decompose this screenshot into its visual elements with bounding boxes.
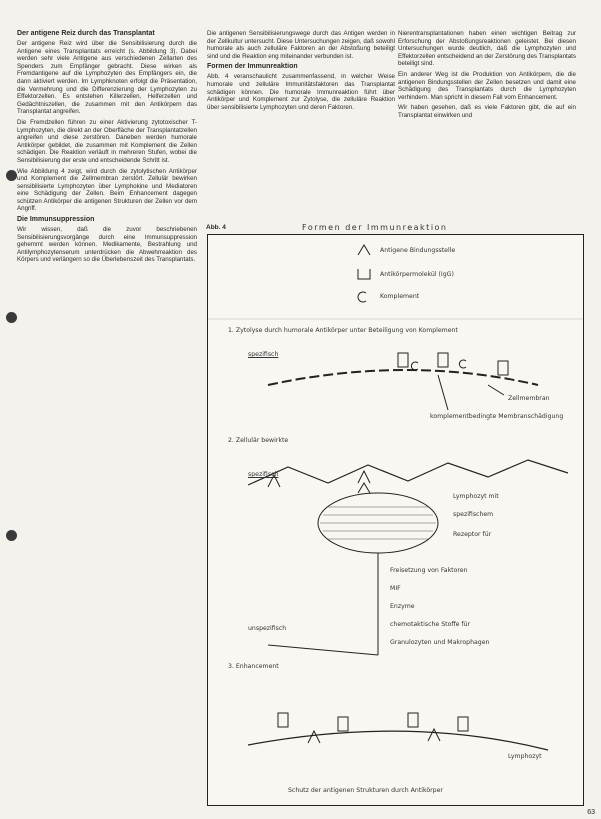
pointer-line [438,375,448,410]
section-heading: Die Immunsuppression [17,216,95,224]
legend-item: Antikörpermolekül (IgG) [380,271,454,278]
cell-membrane [248,460,568,485]
left-paragraph: Die Fremdzellen führen zu einer Aktivierung zytotoxischer T-Lymphozyten, die direkt an der Oberfläche der Transplantatzellen angreifen und diese zerstören. Daneben werden humorale Antikörper gebildet, die zusammen mit Komplement die Zellen schädigen. Die Reaktion verläuft in mehreren Stufen, wobei die Sensibilisierung der erste und entscheidende Schritt ist. [17,118,197,164]
antibody-icon [408,713,418,727]
left-paragraph: Der antigene Reiz wird über die Sensibilisierung durch die Antigene eines Transplantats erreicht (s. Abbildung 3). Dabei werden sehr viele Antigene aus verschiedenen Zellarten des Spenders zum Empfänger gebracht. Diese wirken als Fremdantigene auf die Lymphozyten des Empfängers ein, die dann aktiviert werden. Im Lymphknoten erfolgt die Präsentation, die Vermehrung und die Differenzierung der Lymphozyten zu Effektorzellen. Es entstehen Killerzellen, Helferzellen und Gedächtniszellen, die zusammen mit den Antikörpern das Transplantat angreifen. [17,40,197,116]
label-membrane: Zellmembran [508,395,550,402]
arrow-line [268,645,378,655]
figure-drawing [208,235,583,805]
antibody-icon [498,361,508,375]
section-title: 1. Zytolyse durch humorale Antikörper unter Beteiligung von Komplement [228,327,458,334]
antibody-icon [358,269,370,279]
factor-item: Granulozyten und Makrophagen [390,639,490,646]
binding-site-icon [308,731,320,743]
antibody-icon [458,717,468,731]
complement-icon [459,360,466,368]
factor-item: chemotaktische Stoffe für [390,621,471,628]
section-heading: Formen der Immunreaktion [207,63,298,71]
antibody-icon [278,713,288,727]
middle-column [207,30,395,114]
punch-hole-icon [6,312,17,323]
factor-item: MIF [390,585,401,592]
label-lymphocyte: Lymphozyt mit [453,493,499,500]
antibody-icon [338,717,348,731]
antibody-icon [438,353,448,367]
figure-label: Abb. 4 [206,224,226,231]
binding-site-icon [428,729,440,741]
left-column [17,30,197,267]
figure-caption: Schutz der antigenen Strukturen durch Antikörper [288,787,443,794]
legend-item: Antigene Bindungsstelle [380,247,456,254]
binding-site-icon [358,483,370,493]
label-spezifisch: spezifisch [248,351,279,358]
label-specific: spezifischem [453,511,494,518]
article-heading: Der antigene Reiz durch das Transplantat [17,30,155,37]
complement-icon [411,362,418,370]
lymphocyte-hatching [320,507,436,539]
label-unspezifisch: unspezifisch [248,625,287,632]
label-lymphocyte: Lymphozyt [508,753,542,760]
right-paragraph: Nierentransplantationen haben einen wichtigen Beitrag zur Erforschung der Abstoßungsreaktionen geleistet. Bei diesen Untersuchungen wurde deutlich, daß die Lymphozyten und Effektorzellen entscheidend an der Zerstörung des Transplantats beteiligt sind. [398,30,576,68]
binding-site-icon [358,245,370,255]
legend-item: Komplement [380,293,420,300]
figure-title: Formen der Immunreaktion [302,223,448,232]
right-paragraph: Wir haben gesehen, daß es viele Faktoren gibt, die auf ein Transplantat einwirken und [398,104,576,119]
section-title: 3. Enhancement [228,663,279,670]
label-receptor: Rezeptor für [453,531,492,538]
right-paragraph: Ein anderer Weg ist die Produktion von Antikörpern, die die antigenen Bindungsstellen der Zellen besetzen und damit eine Schädigung des Transplantats durch die Lymphozyten verhindern. Man spricht in diesem Fall vom Enhancement. [398,70,576,101]
right-column [398,30,576,123]
mid-paragraph: Die antigenen Sensibilisierungswege durch das Antigen werden in der Zellkultur untersucht. Diese Untersuchungen zeigen, daß sowohl humorale als auch zelluläre Faktoren an der Abstoßung beteiligt sind und die Reaktion eng miteinander verbunden ist. [207,30,395,60]
label-damage: komplementbedingte Membranschädigung [430,413,564,420]
left-paragraph: Wie Abbildung 4 zeigt, wird durch die zytolytischen Antikörper und Komplement die Zellmembran zerstört. Zellulär bewirken sensibilisierte Lymphozyten über Lymphokine und Mediatoren eine Schädigung der Zellen. Beim Enhancement dagegen schützen Antikörper die antigenen Strukturen der Zellen vor dem Angriff. [17,167,197,213]
binding-site-icon [358,471,370,483]
section-title: 2. Zellulär bewirkte [228,437,289,444]
complement-icon [358,292,366,302]
mid-paragraph: Abb. 4 veranschaulicht zusammenfassend, in welcher Weise humorale und zelluläre Immunitätsfaktoren das Transplantat schädigen können. Die humorale Immunreaktion führt über Antikörper und Komplement zur Zytolyse, die zelluläre Reaktion über sensibilisierte Lymphozyten und deren Faktoren. [207,73,395,111]
pointer-line [488,385,504,395]
factor-item: Freisetzung von Faktoren [390,567,468,574]
page-number: 63 [587,809,595,816]
punch-hole-icon [6,170,17,181]
antibody-icon [398,353,408,367]
punch-hole-icon [6,530,17,541]
cell-membrane [248,731,548,750]
factor-item: Enzyme [390,603,415,610]
left-paragraph: Wir wissen, daß die zuvor beschriebenen Sensibilisierungsvorgänge durch eine Immunsuppression gehemmt werden können. Medikamente, Bestrahlung und Antilymphozytenserum unterdrücken die Abwehrreaktion des Körpers und verlängern so die Überlebenszeit des Transplantats. [17,226,197,264]
label-spezifisch: spezifisch [248,471,279,478]
